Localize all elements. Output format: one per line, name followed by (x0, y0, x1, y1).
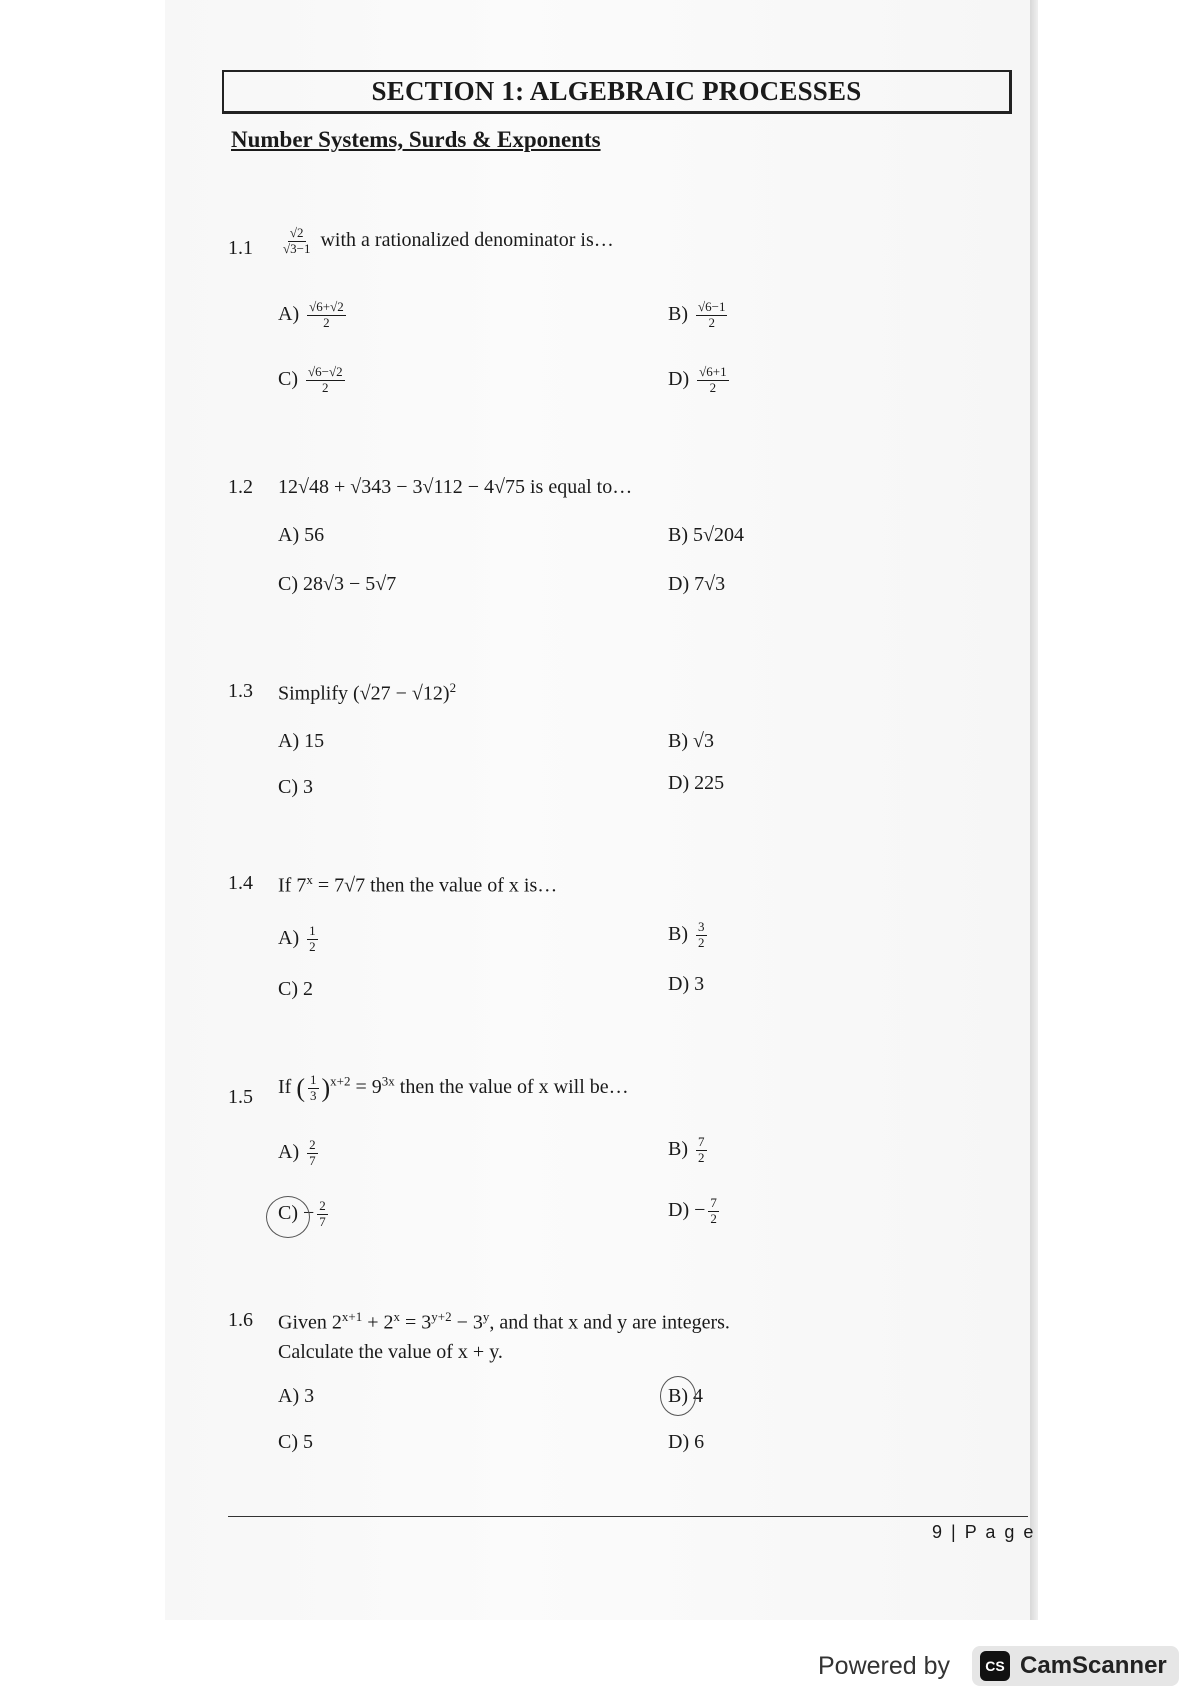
question-number: 1.4 (228, 872, 253, 894)
option-a: A) $\frac{√6+√2}{2}$ (278, 299, 344, 330)
option-c: C) 5 (278, 1431, 313, 1453)
question-stem: $\frac{√2}{√3-1}$ with a rationalized denominator is… (283, 225, 614, 256)
question-stem: If ( $\frac{1}{3}$ )$^{x+2} = 9^{3x}$ then the value of x will be… (278, 1072, 629, 1103)
option-a: A) 15 (278, 730, 325, 752)
option-a: A) 56 (278, 524, 325, 546)
question-stem-line2: Calculate the value of x + y. (278, 1341, 503, 1363)
question-number: 1.5 (228, 1086, 253, 1108)
option-b: B) √3 (668, 730, 714, 752)
option-b: B) $\frac{√6-1}{2}$ (668, 299, 726, 330)
camscanner-logo-icon: CS (980, 1651, 1010, 1681)
option-b: B) $\frac{7}{2}$ (668, 1134, 705, 1165)
section-header-box (222, 70, 1012, 114)
question-stem: 12√48 + √343 − 3√112 − 4√75 is equal to… (278, 476, 633, 498)
footer-rule (228, 1516, 1028, 1517)
question-number: 1.1 (228, 237, 253, 259)
option-c: C) 3 (278, 776, 313, 798)
question-number: 1.3 (228, 680, 253, 702)
option-c: C) $\frac{√6-√2}{2}$ (278, 364, 343, 395)
camscanner-brand: CamScanner (1020, 1652, 1167, 1679)
subtitle: Number Systems, Surds & Exponents (231, 127, 601, 152)
section-title: SECTION 1: ALGEBRAIC PROCESSES (371, 76, 862, 106)
option-b: B) $\frac{3}{2}$ (668, 919, 705, 950)
option-c: C) − $\frac{2}{7}$ (278, 1198, 326, 1229)
option-a: A) 3 (278, 1385, 315, 1407)
option-c: C) 2 (278, 978, 313, 1000)
question-stem: Simplify $(√27 - √12)^2$ (278, 680, 457, 705)
stem-fraction: $\frac{√2}{√3-1}$ (283, 225, 311, 256)
option-a: A) $\frac{2}{7}$ (278, 1137, 316, 1168)
option-d: D) 7√3 (668, 573, 726, 595)
option-b: B) 4 (668, 1385, 703, 1407)
answer-circle-mark (660, 1376, 696, 1416)
option-d: D) − $\frac{7}{2}$ (668, 1195, 717, 1226)
question-stem: Given $2^{x+1} + 2^x = 3^{y+2} - 3^y$, and that x and y are integers. (278, 1309, 730, 1334)
option-a: A) $\frac{1}{2}$ (278, 923, 316, 954)
paper-edge (1030, 0, 1038, 1620)
camscanner-watermark (818, 1640, 1188, 1692)
option-c: C) 28√3 − 5√7 (278, 573, 397, 595)
option-d: D) 225 (668, 772, 725, 794)
question-number: 1.6 (228, 1309, 253, 1331)
camscanner-badge (972, 1646, 1179, 1686)
option-d: D) 3 (668, 973, 705, 995)
option-b: B) 5√204 (668, 524, 744, 546)
question-stem: If $7^x = 7√7$ then the value of x is… (278, 872, 558, 897)
page-number: 9 | P a g e (932, 1522, 1036, 1542)
option-d: D) $\frac{√6+1}{2}$ (668, 364, 727, 395)
answer-circle-mark (266, 1196, 310, 1238)
option-d: D) 6 (668, 1431, 705, 1453)
question-number: 1.2 (228, 476, 253, 498)
powered-by-label: Powered by (818, 1651, 951, 1680)
